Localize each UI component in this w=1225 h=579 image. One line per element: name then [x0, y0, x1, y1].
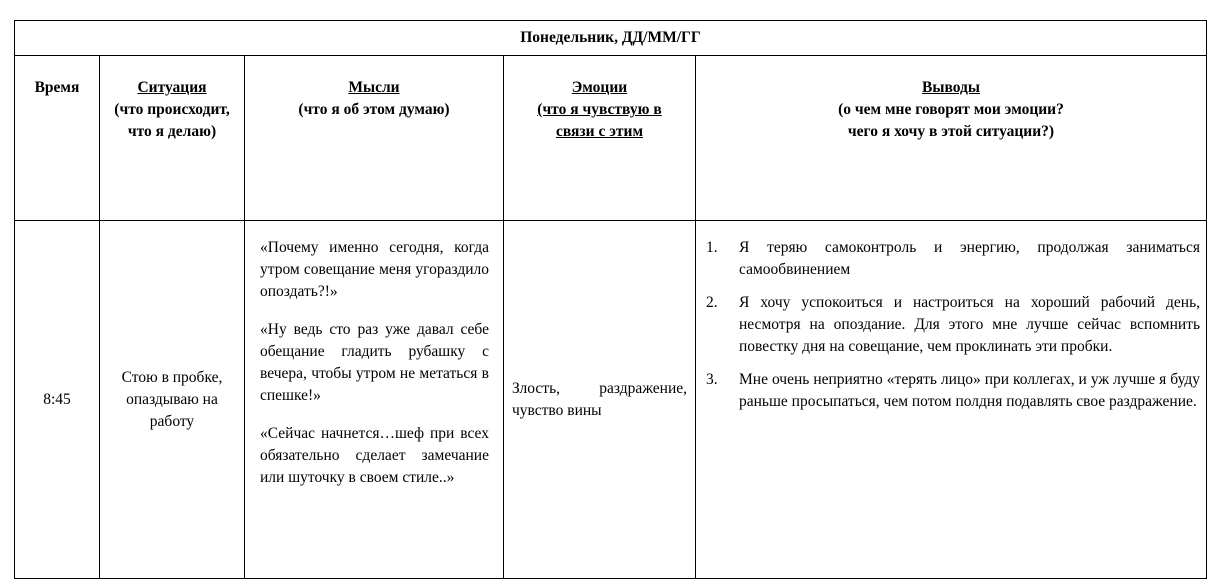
- conclusion-number: 2.: [706, 294, 718, 311]
- conclusion-text: Я теряю самоконтроль и энергию, продолжая заниматься самообвинением: [739, 239, 1201, 278]
- conclusion-text: Мне очень неприятно «терять лицо» при коллегах, и уж лучше я буду раньше просыпаться, чем потом полдня подавлять свое раздражение.: [739, 371, 1201, 410]
- conclusion-number: 3.: [706, 371, 718, 388]
- header-thoughts-title: Мысли: [348, 79, 400, 96]
- thought-item: «Почему именно сегодня, когда утром совещание меня угораздило опоздать?!»: [260, 239, 489, 300]
- conclusion-item: [706, 369, 1200, 413]
- header-conclusions-title: Выводы: [922, 79, 980, 96]
- title-row: [15, 21, 1207, 56]
- header-conclusions-sub2: чего я хочу в этой ситуации?): [847, 123, 1055, 140]
- header-emotions-title: Эмоции: [571, 79, 628, 96]
- header-time-label: Время: [34, 79, 80, 96]
- entry-row: [15, 221, 1207, 579]
- header-emotions: [504, 56, 696, 221]
- header-row: [15, 56, 1207, 221]
- header-thoughts-sub: (что я об этом думаю): [298, 101, 450, 118]
- date-title: Понедельник, ДД/ММ/ГГ: [15, 21, 1207, 56]
- conclusion-item: [706, 237, 1200, 281]
- header-situation-title: Ситуация: [137, 79, 207, 96]
- header-emotions-sub: (что я чувствую в связи с этим: [537, 101, 662, 140]
- header-thoughts: [245, 56, 504, 221]
- conclusion-number: 1.: [706, 239, 718, 256]
- header-situation: [100, 56, 245, 221]
- header-time: [15, 56, 100, 221]
- entry-situation: Стою в пробке, опаздываю на работу: [100, 221, 245, 579]
- header-conclusions-sub1: (о чем мне говорят мои эмоции?: [838, 101, 1064, 118]
- thought-item: «Сейчас начнется…шеф при всех обязательно сделает замечание или шуточку в своем стиле..»: [260, 425, 489, 486]
- entry-conclusions: [696, 221, 1207, 579]
- header-situation-sub: (что происходит, что я делаю): [114, 101, 230, 140]
- thought-item: «Ну ведь сто раз уже давал себе обещание гладить рубашку с вечера, чтобы утром не метаться в спешке!»: [260, 321, 489, 404]
- conclusions-list: [706, 237, 1200, 413]
- conclusion-item: [706, 292, 1200, 358]
- entry-time: 8:45: [15, 221, 100, 579]
- conclusion-text: Я хочу успокоиться и настроиться на хороший рабочий день, несмотря на опоздание. Для этого мне лучше сейчас вспомнить повестку дня на совещание, чем проклинать эти пробки.: [739, 294, 1201, 355]
- diary-table: [14, 20, 1207, 579]
- entry-emotions: Злость, раздражение, чувство вины: [504, 221, 696, 579]
- header-conclusions: [696, 56, 1207, 221]
- entry-thoughts: [245, 221, 504, 579]
